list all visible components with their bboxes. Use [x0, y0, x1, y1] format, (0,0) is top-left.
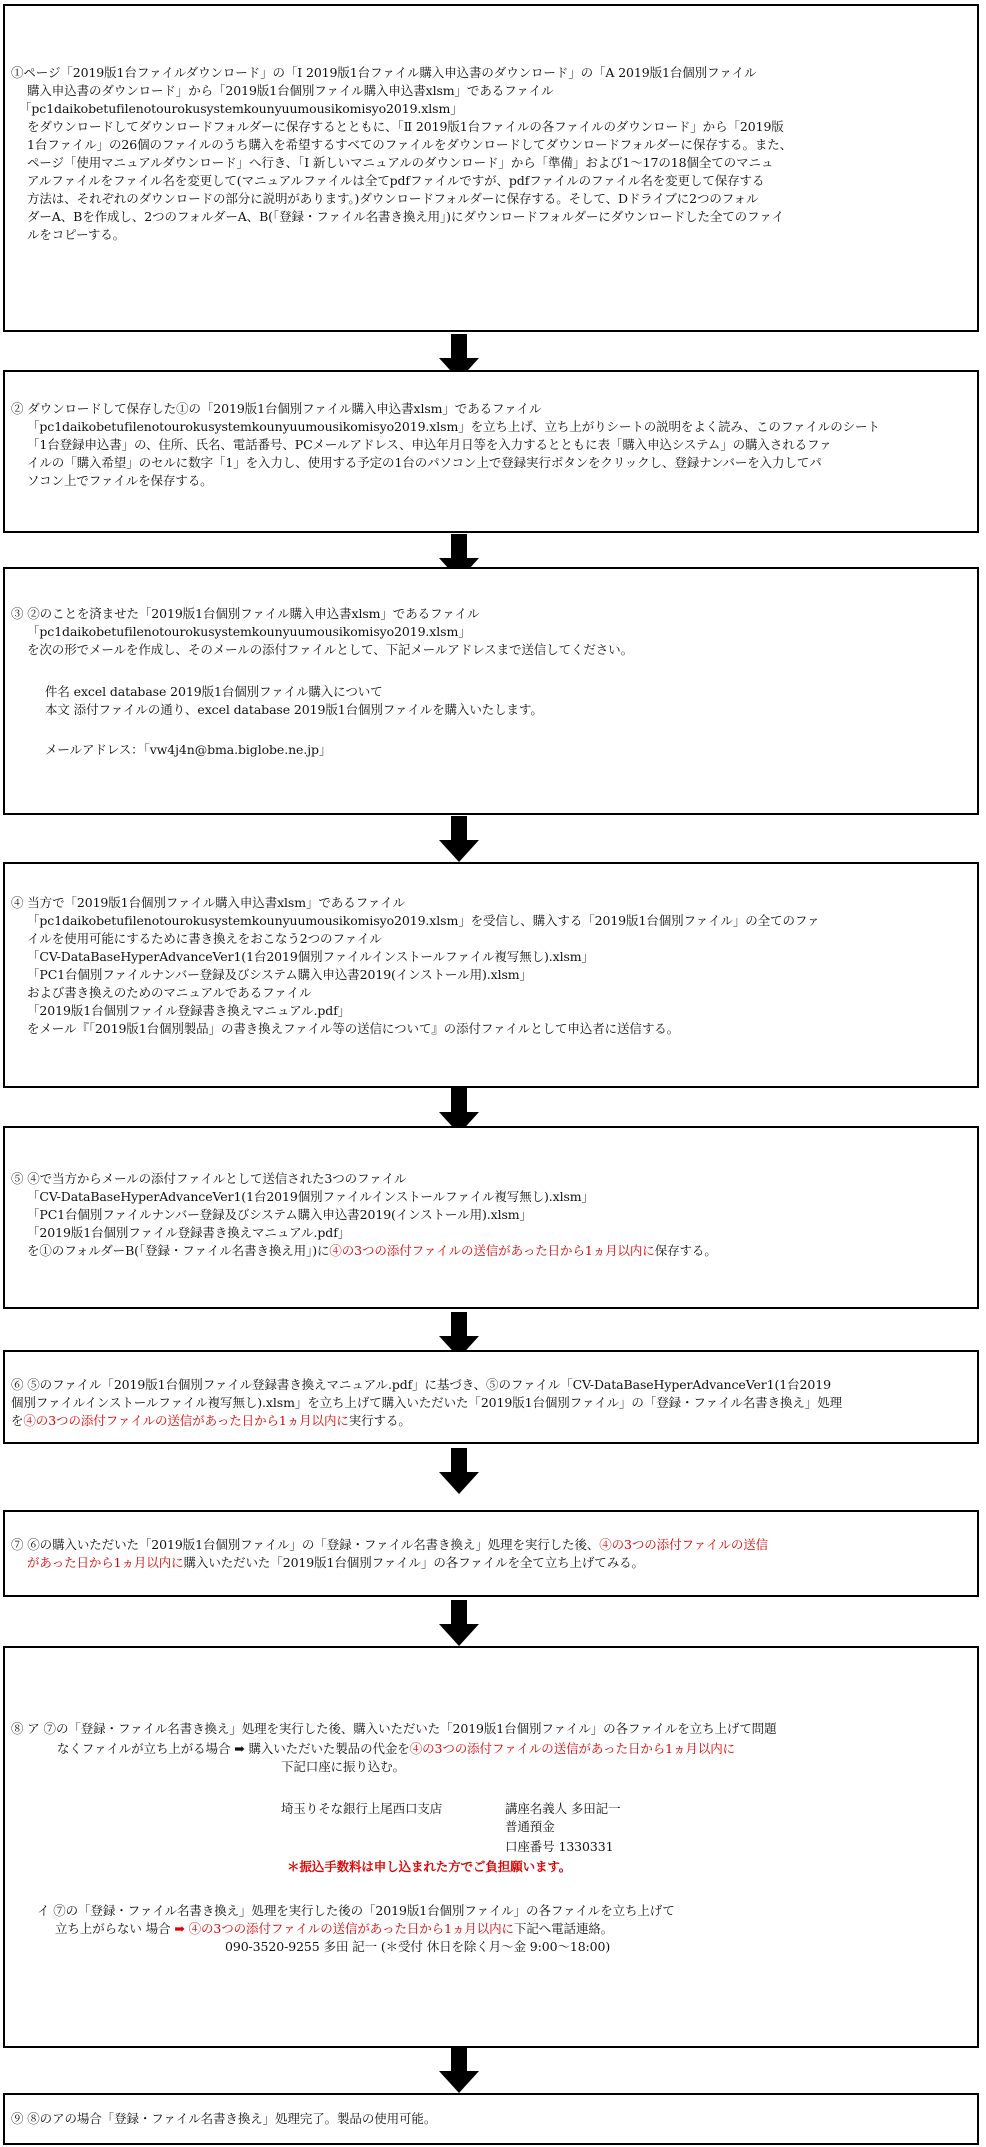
step8-box	[3, 1646, 979, 2048]
deadline-note: ④の3つの添付ファイルの送信があった日から1ヵ月以内に	[23, 1413, 349, 1428]
step2-line: ② ダウンロードして保存した①の「2019版1台個別ファイル購入申込書xlsm」であるファイル	[11, 401, 542, 416]
step1-box	[3, 4, 979, 332]
step6-last-line	[11, 1412, 411, 1430]
step5-line: 「PC1台個別ファイルナンバー登録及びシステム購入申込書2019(インストール用).xlsm」	[27, 1207, 532, 1222]
step1-line: 1台ファイル」の26個のファイルのうち購入を希望するすべてのファイルをダウンロードしてダウンロードフォルダーに保存する。また、	[27, 137, 793, 152]
step2-line: 「1台登録申込書」の、住所、氏名、電話番号、PCメールアドレス、申込年月日等を入力するとともに表「購入申込システム」の購入されるファ	[27, 437, 832, 452]
mail-subject: 件名 excel database 2019版1台個別ファイル購入について	[45, 684, 383, 699]
step5-box	[3, 1126, 979, 1309]
step9-box	[3, 2093, 979, 2145]
step4-line: イルを使用可能にするために書き換えをおこなう2つのファイル	[27, 931, 382, 946]
step1-line: ①ページ「2019版1台ファイルダウンロード」の「Ⅰ 2019版1台ファイル購入申込書のダウンロード」の「A 2019版1台個別ファイル	[11, 65, 757, 80]
bank-name: 埼玉りそな銀行上尾西口支店	[281, 1801, 443, 1816]
step9-line: ⑨ ⑧のアの場合「登録・ファイル名書き換え」処理完了。製品の使用可能。	[11, 2111, 437, 2126]
flow-arrow-3	[445, 816, 473, 862]
deadline-note: ④の3つの添付ファイルの送信があった日から1ヵ月以内に	[409, 1741, 736, 1756]
mail-address[interactable]: メールアドレス：「vw4j4n@bma.biglobe.ne.jp」	[45, 742, 332, 757]
step1-line: 方法は、それぞれのダウンロードの部分に説明があります。)ダウンロードフォルダーに保存する。そして、Dドライブに2つのフォル	[27, 191, 759, 206]
step1-line: 「pc1daikobetufilenotourokusystemkounyuumousikomisyo2019.xlsm」	[19, 101, 463, 116]
step6-post: 実行する。	[348, 1413, 411, 1428]
step4-line: 「2019版1台個別ファイル登録書き換えマニュアル.pdf」	[27, 1003, 351, 1018]
step1-line: ページ「使用マニュアルダウンロード」へ行き、「Ⅰ 新しいマニュアルのダウンロード」から「準備」および1～17の18個全てのマニュ	[27, 155, 774, 170]
step5-line: 「CV-DataBaseHyperAdvanceVer1(1台2019個別ファイルインストールファイル複写無し).xlsm」	[27, 1189, 594, 1204]
step7-box	[3, 1510, 979, 1597]
step3-line: 「pc1daikobetufilenotourokusystemkounyuumousikomisyo2019.xlsm」	[27, 624, 471, 639]
step8-a-line1: ⑧ ア ⑦の「登録・ファイル名書き換え」処理を実行した後、購入いただいた「2019版1台個別ファイル」の各ファイルを立ち上げて問題	[11, 1721, 777, 1736]
contact-phone: 090-3520-9255 多田 記一 (＊受付 休日を除く月～金 9:00～18:00)	[225, 1939, 611, 1954]
step4-line: 「PC1台個別ファイルナンバー登録及びシステム購入申込書2019(インストール用).xlsm」	[27, 967, 532, 982]
step2-line: 「pc1daikobetufilenotourokusystemkounyuumousikomisyo2019.xlsm」を立ち上げ、立ち上がりシートの説明をよく読み、このファイルのシート	[27, 419, 880, 434]
step4-box	[3, 862, 979, 1088]
deadline-note: ➡ ④の3つの添付ファイルの送信があった日から1ヵ月以内に	[174, 1921, 514, 1936]
step5-pre: を①のフォルダーB(「登録・ファイル名書き換え用」)に	[27, 1243, 330, 1258]
step4-line: ④ 当方で「2019版1台個別ファイル購入申込書xlsm」であるファイル	[11, 895, 405, 910]
step5-last-line	[27, 1242, 717, 1260]
step7-pre: ⑦ ⑥の購入いただいた「2019版1台個別ファイル」の「登録・ファイル名書き換え」処理を実行した後、	[11, 1537, 600, 1552]
deadline-note: があった日から1ヵ月以内に	[27, 1555, 184, 1570]
step5-line: 「2019版1台個別ファイル登録書き換えマニュアル.pdf」	[27, 1225, 351, 1240]
step8-i-post: 下記へ電話連絡。	[513, 1921, 614, 1936]
flow-arrow-6	[445, 1448, 473, 1494]
step8-i-line1: イ ⑦の「登録・ファイル名書き換え」処理を実行した後の「2019版1台個別ファイル」の各ファイルを立ち上げて	[37, 1903, 675, 1918]
step4-line: をメール『「2019版1台個別製品」の書き換えファイル等の送信について』の添付ファイルとして申込者に送信する。	[27, 1021, 680, 1036]
step8-a-line3: 下記口座に振り込む。	[281, 1759, 406, 1774]
step4-line: 「CV-DataBaseHyperAdvanceVer1(1台2019個別ファイルインストールファイル複写無し).xlsm」	[27, 949, 594, 964]
step8-a-pre: なくファイルが立ち上がる場合 ➡ 購入いただいた製品の代金を	[57, 1741, 410, 1756]
step1-line: 購入申込書のダウンロード」から「2019版1台個別ファイル購入申込書xlsm」であるファイル	[27, 83, 554, 98]
step2-box	[3, 370, 979, 533]
step4-line: 「pc1daikobetufilenotourokusystemkounyuumousikomisyo2019.xlsm」を受信し、購入する「2019版1台個別ファイル」の全てのファ	[27, 913, 820, 928]
flow-arrow-8	[445, 2047, 473, 2093]
step3-line: ③ ②のことを済ませた「2019版1台個別ファイル購入申込書xlsm」であるファイル	[11, 606, 480, 621]
mail-body: 本文 添付ファイルの通り、excel database 2019版1台個別ファイルを購入いたします。	[45, 702, 543, 717]
step3-box	[3, 567, 979, 815]
fee-note: ＊振込手数料は申し込まれた方でご負担願います。	[287, 1859, 572, 1874]
step6-line: ⑥ ⑤のファイル「2019版1台個別ファイル登録書き換えマニュアル.pdf」に基づき、⑤のファイル「CV-DataBaseHyperAdvanceVer1(1台2019	[11, 1377, 831, 1392]
step2-line: ソコン上でファイルを保存する。	[27, 473, 213, 488]
step7-line2	[27, 1554, 644, 1572]
step1-line: をダウンロードしてダウンロードフォルダーに保存するとともに、「Ⅱ 2019版1台ファイルの各ファイルのダウンロード」から「2019版	[27, 119, 784, 134]
deadline-note: ④の3つの添付ファイルの送信があった日から1ヵ月以内に	[329, 1243, 655, 1258]
step6-line: 個別ファイルインストールファイル複写無し).xlsm」を立ち上げて購入いただいた「2019版1台個別ファイル」の「登録・ファイル名書き換え」処理	[11, 1395, 842, 1410]
flow-arrow-7	[445, 1600, 473, 1646]
step1-line: アルファイルをファイル名を変更して(マニュアルファイルは全てpdfファイルですが、pdfファイルのファイル名を変更して保存する	[27, 173, 765, 188]
step1-line: ルをコピーする。	[27, 227, 126, 242]
step6-box	[3, 1350, 979, 1444]
step3-line: を次の形でメールを作成し、そのメールの添付ファイルとして、下記メールアドレスまで送信してください。	[27, 642, 633, 657]
step5-line: ⑤ ④で当方からメールの添付ファイルとして送信された3つのファイル	[11, 1171, 407, 1186]
step8-i-pre: 立ち上がらない 場合	[55, 1921, 171, 1936]
step6-pre: を	[11, 1413, 24, 1428]
account-type: 普通預金	[505, 1819, 555, 1834]
account-number: 口座番号 1330331	[505, 1839, 614, 1854]
step7-post: 購入いただいた「2019版1台個別ファイル」の各ファイルを全て立ち上げてみる。	[183, 1555, 644, 1570]
step4-line: および書き換えのためのマニュアルであるファイル	[27, 985, 312, 1000]
step8-i-line2	[55, 1920, 613, 1938]
step2-line: イルの「購入希望」のセルに数字「1」を入力し、使用する予定の1台のパソコン上で登録実行ボタンをクリックし、登録ナンバーを入力してパ	[27, 455, 822, 470]
deadline-note: ④の3つの添付ファイルの送信	[599, 1537, 769, 1552]
account-holder: 講座名義人 多田記一	[505, 1801, 621, 1816]
step1-line: ダーA、Bを作成し、2つのフォルダーA、B(「登録・ファイル名書き換え用」)にダウンロードフォルダーにダウンロードした全てのファイ	[27, 209, 785, 224]
step8-a-line2	[57, 1740, 735, 1758]
step5-post: 保存する。	[654, 1243, 717, 1258]
step7-line1	[11, 1536, 768, 1554]
